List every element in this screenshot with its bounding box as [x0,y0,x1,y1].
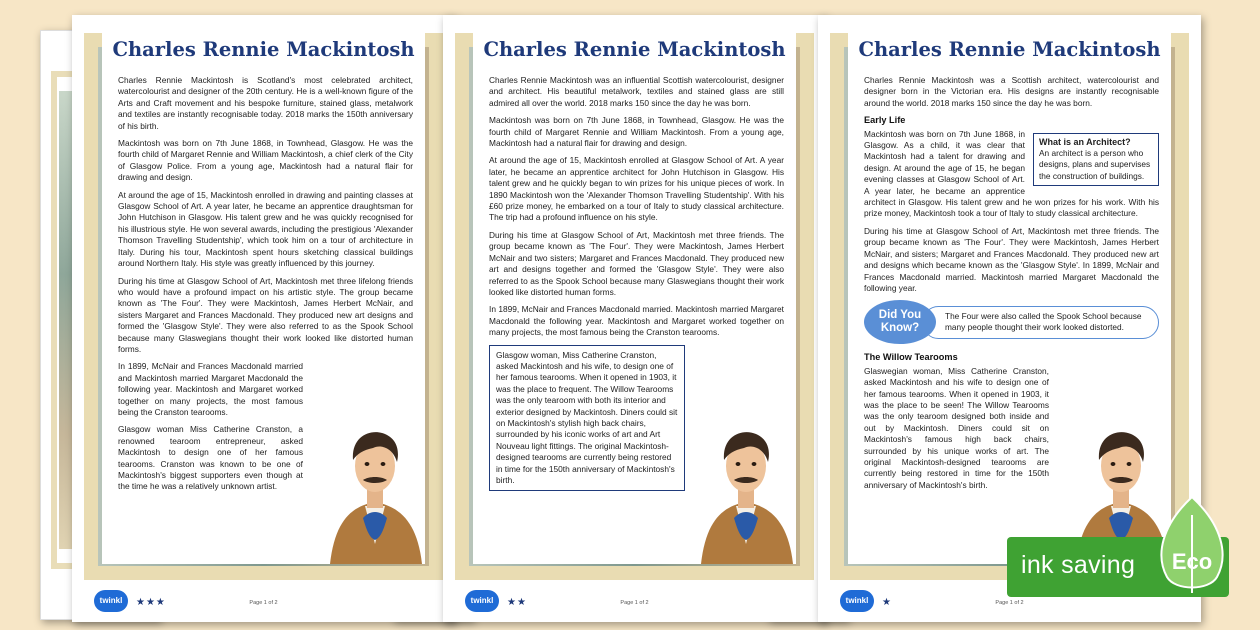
difficulty-stars: ★★★ [136,597,166,608]
worksheet-3-star [72,15,455,622]
worksheet-2-star [443,15,826,622]
did-you-know-bubble: Did You Know? [864,300,936,344]
architect-definition-box [1033,133,1159,187]
paragraph: Mackintosh was born on 7th June 1868, in Townhead, Glasgow. He was the fourth child of Margaret Rennie and William Mackintosh, a chief clerk of the City of Glasgow Police. From a young age, Mackintosh had a natural flair for drawing and design. [118,138,413,183]
section-heading: Early Life [864,115,906,126]
did-you-know-text: The Four were also called the Spook School because many people thought their work looked distorted. [922,306,1159,339]
page-number: Page 1 of 2 [995,600,1024,606]
sidebox-title: What is an Architect? [1039,136,1131,147]
paragraph: In 1899, McNair and Frances Macdonald married and Mackintosh married Margaret Macdonald the following year. Mackintosh and Margaret worked together on many projects, the most famous being the Cranston tearooms. [118,361,303,417]
mackintosh-portrait [696,414,796,564]
ink-saving-label: ink saving [1021,551,1136,579]
twinkl-logo: twinkl [465,590,499,612]
page-number: Page 1 of 2 [249,600,278,606]
paragraph: Glaswegian woman, Miss Catherine Cranston, asked Mackintosh and his wife to design one of her famous tearooms. When it opened in 1903, it was the place to be seen! The Willow Tearooms was the only tearoom designed both inside and out by Mackintosh. Diners could sit on Mackintosh's famous high back chairs, surrounded by his unique works of art. The original Mackintosh-designed tearooms are currently being restored in time for the 150th anniversary of Mackintosh's birth. [864,365,1049,490]
paragraph: During his time at Glasgow School of Art, Mackintosh met three lifelong friends who would have a profound impact on his artistic style. The group became known as 'The Four'. They were Mackintosh, James Herbert McNair, and sisters Margaret and Frances Macdonald. They produced new art designs and formed the 'Glasgow Style'. They were also referred to as the Spook School because many Glaswegians thought their work looked like distorted human forms. [118,275,413,354]
difficulty-stars: ★★ [507,597,527,608]
ink-saving-badge [1007,537,1229,597]
footer [443,582,826,622]
box-text: Glasgow woman, Miss Catherine Cranston, asked Mackintosh and his wife, to design one of her famous tearooms. When it opened in 1903, it was the place to frequent. The Willow Tearooms was the only tearoom with both its interior and exterior designed by Mackintosh. Diners could sit on Mackintosh's stylish high back chairs, surrounded by his iconic works of art and Art Nouveau light fittings. The original Mackintosh-designed tearooms are currently being restored in time for the 150th anniversary of Mackintosh's birth. [496,349,678,485]
leaf-icon [1147,495,1237,595]
worksheet-1-star [818,15,1201,622]
paragraph: During his time at Glasgow School of Art, Mackintosh met three friends. The group became known as 'The Four'. They were Mackintosh, James Herbert McNair, and sisters; Margaret and Frances Macdonald. They produced new art and designs which became known as the 'Glasgow Style'. In 1899, McNair and Frances Macdonald married. Mackintosh married Margaret Macdonald the following year. [864,225,1159,293]
difficulty-stars: ★ [882,597,892,608]
twinkl-logo: twinkl [94,590,128,612]
paragraph: Charles Rennie Mackintosh is Scotland's most celebrated architect, watercolourist and designer of the 20th century. He is a well-known figure of the Arts and Craft movement and his bespoke furniture, stained glass, metalwork and textiles are instantly recognisable today. 2018 marks the 150th anniversary of his birth. [118,75,413,131]
twinkl-logo: twinkl [840,590,874,612]
paragraph: Glasgow woman Miss Catherine Cranston, a renowned tearoom entrepreneur, asked Mackintosh to design one of her famous tearooms. Cranston was known to be one of Mackintosh's biggest supporters even though at the time he was a relatively unknown artist. [118,424,303,492]
mackintosh-portrait [325,414,425,564]
paragraph: At around the age of 15, Mackintosh enrolled in drawing and painting classes at Glasgow School of Art. A year later, he became an apprentice draughtsman for John Hutchison in Glasgow. His talent grew and he was quickly recognised for his illustrious style. He won several awards, including the prestigious 'Alexander Thomson Travelling Studentship', which took him on a tour of architecture in Italy. During his tour, Mackintosh spent hours sketching classical buildings around Northern Italy. His style was greatly influenced by this journey. [118,189,413,269]
page-title: Charles Rennie Mackintosh [102,33,425,67]
paragraph: At around the age of 15, Mackintosh enrolled at Glasgow School of Art. A year later, he became an apprentice architect for John Hutchison in Glasgow. His talent grew and he quickly began to win prizes for his unique pieces of work. In 1890 Mackintosh won the 'Alexander Thomson Travelling Studentship'. With his £60 prize money, he embarked on a tour of Italy to study classical architecture. The trip had a profound influence on his style. [489,155,784,223]
section-heading: The Willow Tearooms [864,352,958,363]
paragraph: During his time at Glasgow School of Art, Mackintosh met three friends. The group became known as 'The Four'. They were Mackintosh, James Herbert McNair and two sisters; Margaret and Frances Macdonald. They produced new art and designs together and formed the 'Glasgow Style'. They were also referred to as the Spook School because many Glaswegians thought their work looked like distorted human forms. [489,229,784,297]
paragraph: Mackintosh was born on 7th June 1868, in Townhead, Glasgow. He was the fourth child of Margaret Rennie and William Mackintosh. From a young age, Mackintosh had a natural flair for drawing and design. [489,115,784,149]
did-you-know [864,300,1159,344]
page-title: Charles Rennie Mackintosh [473,33,796,67]
sidebox-text: An architect is a person who designs, plans and supervises the construction of buildings. [1039,148,1151,181]
paragraph: Mackintosh was born on 7th June 1868, in Glasgow. As a child, it was clear that Mackintosh had a talent for drawing and design. At around the age of 15, he began evening classes at Glasgow School of Art. A year later, he became an apprentice architect in Glasgow. His talent grew and he won prizes for his work. With his prize money, Mackintosh took a tour of Italy to study classical architecture. [864,128,1159,219]
paragraph: In 1899, McNair and Frances Macdonald married. Mackintosh married Margaret Macdonald the following year. Mackintosh and Margaret worked together on many projects, the most famous being the Cranston tearooms. [489,304,784,338]
page-number: Page 1 of 2 [620,600,649,606]
footer [72,582,455,622]
page-title: Charles Rennie Mackintosh [848,33,1171,67]
paragraph: Charles Rennie Mackintosh was an influential Scottish watercolourist, designer and architect. His beautiful metalwork, textiles and stained glass are still admired all over the world. 2018 marks 150 since the day he was born. [489,75,784,108]
tearoom-box [489,345,685,492]
eco-label: Eco [1171,549,1213,574]
intro-paragraph: Charles Rennie Mackintosh was a Scottish architect, watercolourist and designer born in the Victorian era. His designs are instantly recognisable around the world. 2018 marks 150 since the day he was born. [864,75,1159,108]
